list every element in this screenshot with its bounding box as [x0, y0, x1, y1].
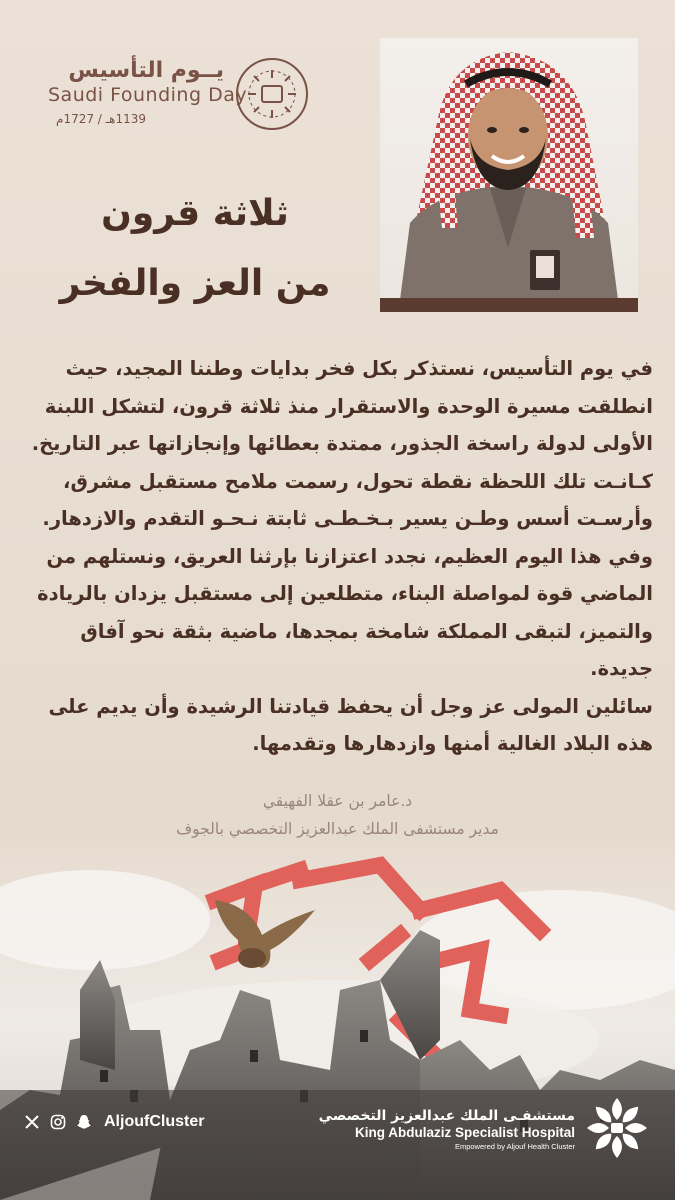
- founding-day-english: Saudi Founding Day: [48, 84, 248, 106]
- portrait-figure: [380, 38, 638, 300]
- social-links: [22, 1112, 204, 1132]
- founding-day-logo: [48, 56, 310, 132]
- paragraph-3: وفي هذا اليوم العظيم، نجدد اعتزازنا بإرثنا العريق، ونستلهم من الماضي قوة لمواصلة البناء، متطلعين إلى مستقبل يزدان بالريادة والتميز، لتبقى المملكة شامخة بمجدها، ماضية بثقة نحو آفاق جديدة.: [37, 544, 653, 680]
- paragraph-1: في يوم التأسيس، نستذكر بكل فخر بدايات وطننا المجيد، حيث انطلقت مسيرة الوحدة والاستقرار منذ ثلاثة قرون، لتشكل اللبنة الأولى لدولة راسخة الجذور، ممتدة بعطائها وإنجازاتها عبر التاريخ.: [31, 357, 653, 455]
- paragraph-4: سائلين المولى عز وجل أن يحفظ قيادتنا الرشيدة وأن يديم على هذه البلاد الغالية أمنها وازدهارها وتقدمها.: [48, 694, 653, 755]
- hospital-subtitle: Empowered by Aljouf Health Cluster: [454, 1142, 575, 1151]
- social-handle[interactable]: AljoufCluster: [104, 1113, 205, 1130]
- founding-day-arabic: يــوم التأسيس: [68, 58, 224, 83]
- signature-name: د.عامر بن عقلا الفهيقي: [262, 792, 413, 810]
- headline-line-2: من العز والفخر: [59, 263, 331, 304]
- hospital-logo-icon: [579, 1090, 655, 1166]
- founding-day-emblem-icon: [234, 56, 310, 132]
- headline-line-1: ثلاثة قرون: [101, 193, 289, 234]
- message-body: [22, 350, 653, 763]
- founding-day-date: 1139هـ / 1727م: [56, 112, 147, 126]
- hospital-name-arabic: مستشفـى الملك عبدالعزيز التخصصي: [318, 1108, 575, 1124]
- paragraph-2: كـانـت تلك اللحظة نقطة تحول، رسمت ملامح مستقبل مشرق، وأرسـت أسس وطـن يسير بـخـطـى ثابتة نـحـو التقدم والازدهار.: [42, 469, 653, 530]
- x-icon[interactable]: [22, 1112, 42, 1132]
- portrait-underline: [380, 298, 638, 312]
- hospital-name-english: King Abdulaziz Specialist Hospital: [354, 1125, 575, 1140]
- footer: [0, 1090, 675, 1200]
- snapchat-icon[interactable]: [74, 1112, 94, 1132]
- hospital-name: [319, 1108, 575, 1151]
- portrait-photo: [380, 38, 638, 300]
- instagram-icon[interactable]: [48, 1112, 68, 1132]
- signature-title: مدير مستشفى الملك عبدالعزيز التخصصي بالجوف: [176, 820, 499, 838]
